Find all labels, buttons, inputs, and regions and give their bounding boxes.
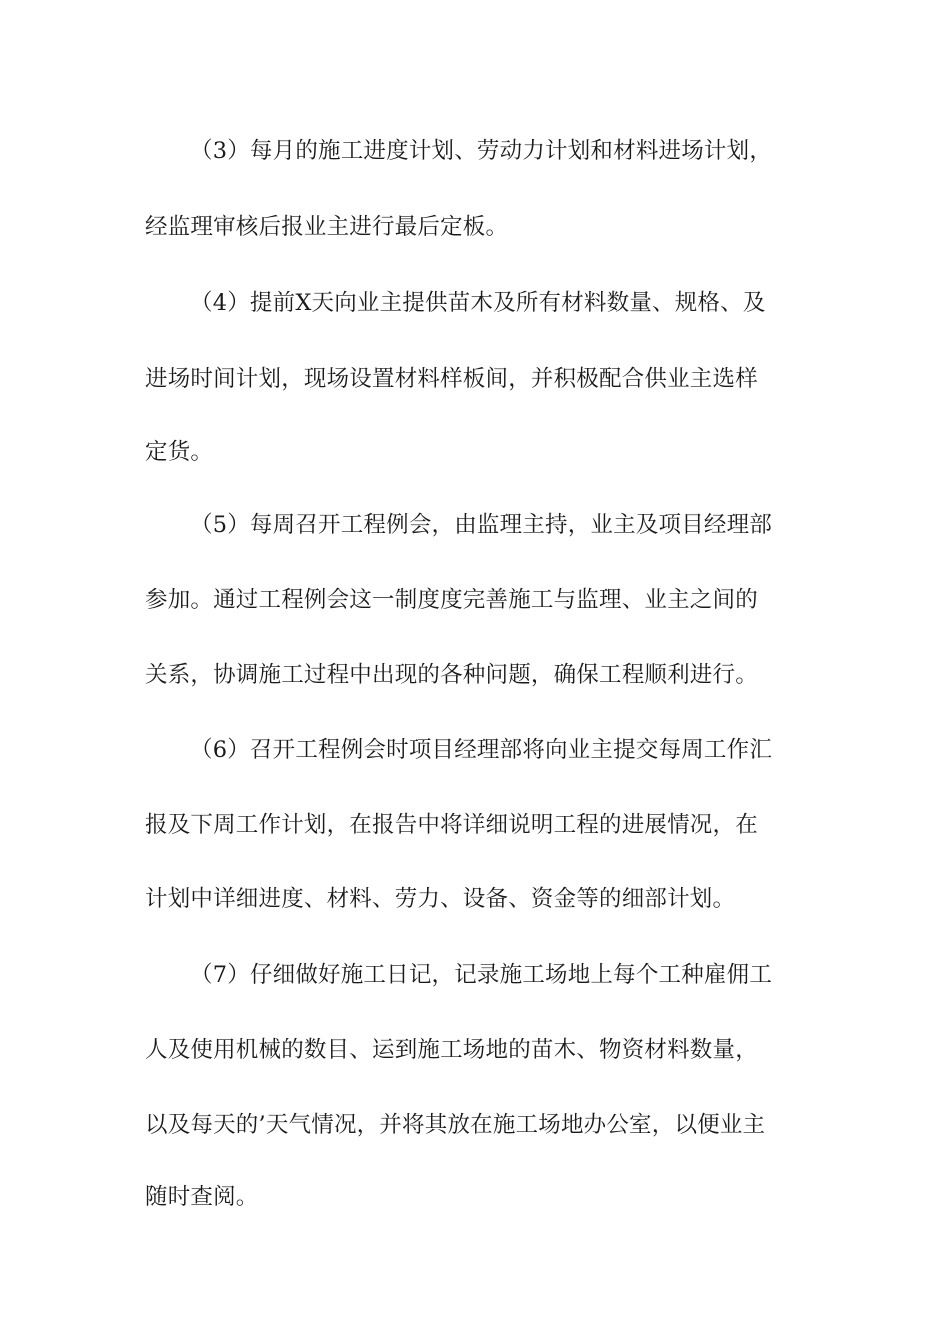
paragraph-4-line-3: 定货。 xyxy=(145,439,214,465)
paragraph-5-line-1: （5）每周召开工程例会，由监理主持，业主及项目经理部 xyxy=(190,512,773,538)
paragraph-5-line-3: 关系，协调施工过程中出现的各种问题，确保工程顺利进行。 xyxy=(145,662,758,688)
paragraph-6-line-1: （6）召开工程例会时项目经理部将向业主提交每周工作汇 xyxy=(190,737,773,763)
paragraph-5-line-2: 参加。通过工程例会这一制度度完善施工与监理、业主之间的 xyxy=(145,587,758,613)
paragraph-7-line-3: 以及每天的’天气情况，并将其放在施工场地办公室，以便业主 xyxy=(145,1112,766,1138)
paragraph-7-line-1: （7）仔细做好施工日记，记录施工场地上每个工种雇佣工 xyxy=(190,962,773,988)
paragraph-6-line-3: 计划中详细进度、材料、劳力、设备、资金等的细部计划。 xyxy=(145,886,736,912)
paragraph-3-line-2: 经监理审核后报业主进行最后定板。 xyxy=(145,214,509,240)
paragraph-3-line-1: （3）每月的施工进度计划、劳动力计划和材料进场计划， xyxy=(190,138,773,164)
paragraph-7-line-4: 随时查阅。 xyxy=(145,1184,259,1210)
paragraph-4-line-1: （4）提前X天向业主提供苗木及所有材料数量、规格、及 xyxy=(190,290,766,316)
paragraph-4-line-2: 进场时间计划，现场设置材料样板间，并积极配合供业主选样 xyxy=(145,366,758,392)
paragraph-7-line-2: 人及使用机械的数目、运到施工场地的苗木、物资材料数量， xyxy=(145,1037,758,1063)
paragraph-6-line-2: 报及下周工作计划，在报告中将详细说明工程的进展情况，在 xyxy=(145,812,758,838)
